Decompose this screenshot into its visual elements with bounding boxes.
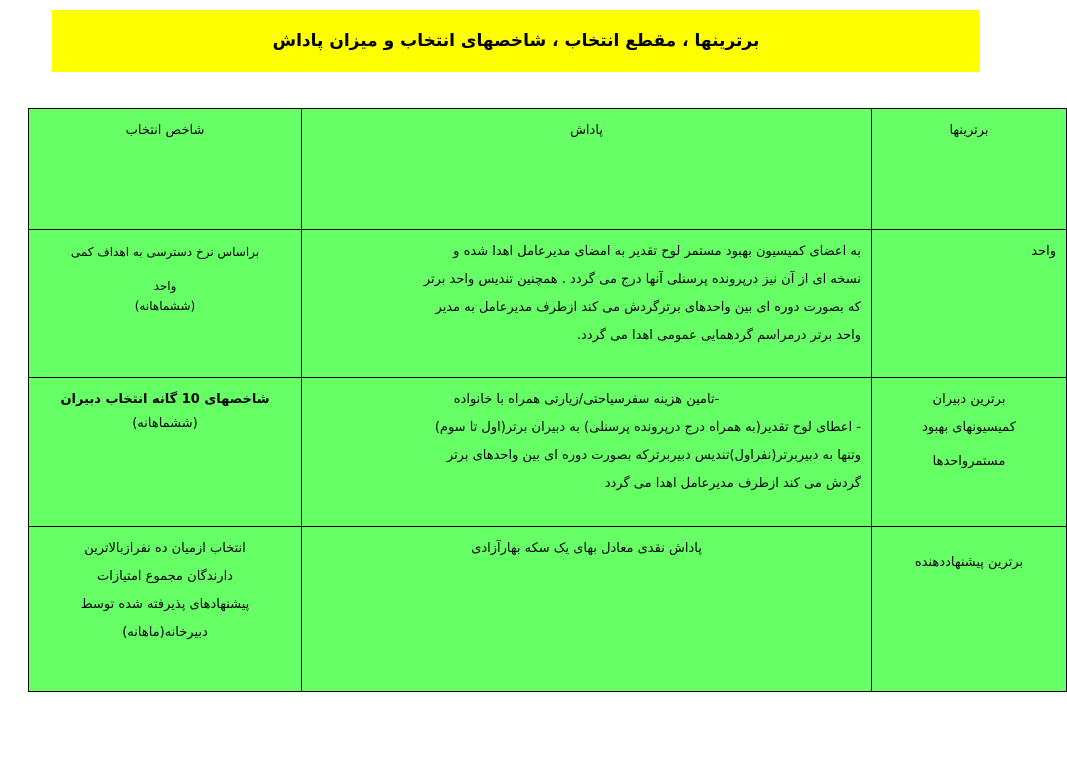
slide-title-banner: [52, 10, 980, 72]
reward-line: وتنها به دبیربرتر(نفراول)تندیس دبیربرترکه بصورت دوره ای بین واحدهای برتر: [446, 448, 861, 463]
table-header-row: [29, 109, 1067, 230]
slide-title: برترینها ، مقطع انتخاب ، شاخصهای انتخاب و میزان پاداش: [272, 31, 760, 51]
table-row: [29, 527, 1067, 692]
criteria-line: (ششماهانه): [132, 416, 198, 431]
criteria-line: پیشنهادهای پذیرفته شده توسط: [80, 597, 250, 612]
cell-winners: [872, 230, 1067, 378]
criteria-line: شاخصهای 10 گانه انتخاب دبیران: [60, 392, 270, 407]
winners-text: برترین دبیران: [932, 392, 1006, 407]
reward-line: نسخه ای از آن نیز درپرونده پرسنلی آنها درج می گردد . همچنین تندیس واحد برتر: [423, 272, 861, 287]
reward-line: گردش می کند ازطرف مدیرعامل اهدا می گردد: [604, 476, 861, 491]
rewards-table: [28, 108, 1067, 692]
winners-text: واحد: [1031, 244, 1056, 259]
cell-criteria: [29, 230, 302, 378]
cell-reward: [302, 230, 872, 378]
criteria-line: دبیرخانه(ماهانه): [122, 625, 208, 640]
winners-text: برترین پیشنهاددهنده: [914, 555, 1024, 570]
reward-line: پاداش نقدی معادل بهای یک سکه بهارآزادی: [471, 541, 702, 556]
reward-line: -تامین هزینه سفرسیاحتی/زیارتی همراه با خانواده: [453, 392, 720, 407]
header-criteria: شاخص انتخاب: [29, 109, 302, 230]
criteria-line: براساس نرخ دسترسی به اهداف کمی: [70, 245, 260, 259]
cell-criteria: [29, 378, 302, 527]
reward-line: واحد برتر درمراسم گردهمایی عمومی اهدا می گردد.: [576, 328, 861, 343]
reward-line: - اعطای لوح تقدیر(به همراه درج درپرونده پرسنلی) به دبیران برتر(اول تا سوم): [434, 420, 861, 435]
reward-line: که بصورت دوره ای بین واحدهای برترگردش می کند ازطرف مدیرعامل به مدیر: [435, 300, 861, 315]
header-reward: پاداش: [302, 109, 872, 230]
cell-winners: [872, 527, 1067, 692]
table-row: [29, 230, 1067, 378]
criteria-line: دارندگان مجموع امتیازات: [97, 569, 233, 584]
header-winners: برترینها: [872, 109, 1067, 230]
winners-text: مستمرواحدها: [932, 454, 1006, 469]
cell-winners: [872, 378, 1067, 527]
cell-reward: [302, 378, 872, 527]
cell-criteria: [29, 527, 302, 692]
reward-line: به اعضای کمیسیون بهبود مستمر لوح تقدیر به امضای مدیرعامل اهدا شده و: [453, 244, 861, 259]
cell-reward: [302, 527, 872, 692]
criteria-line: انتخاب ازمیان ده نفرازبالاترین: [84, 541, 246, 556]
winners-text: کمیسیونهای بهبود: [922, 420, 1016, 435]
criteria-line: واحد: [153, 279, 177, 293]
criteria-line: (ششماهانه): [134, 299, 196, 313]
table-row: [29, 378, 1067, 527]
